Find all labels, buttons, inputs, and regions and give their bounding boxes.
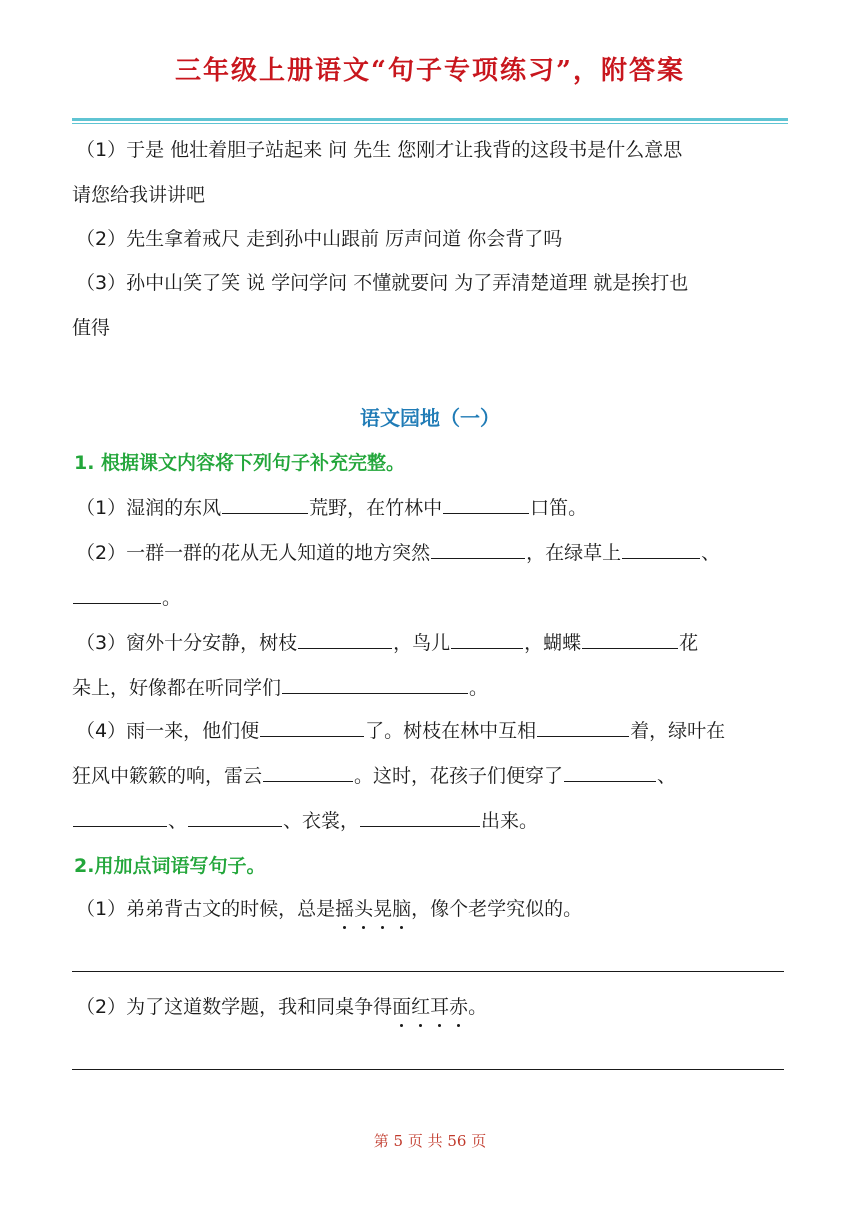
q1-sentence-4-cont2 — [72, 806, 792, 835]
q1-s3-text-e: 朵上，好像都在听同学们 — [72, 677, 282, 699]
fill-blank[interactable] — [564, 761, 656, 782]
answer-line-1[interactable] — [72, 971, 784, 972]
fill-blank[interactable] — [188, 806, 282, 827]
dotted-word-char: 头 — [354, 895, 373, 923]
prev-sentence-3-cont: 值得 — [72, 317, 111, 339]
prev-sentence-2: （2）先生拿着戒尺 走到孙中山跟前 厉声问道 你会背了吗 — [76, 228, 563, 250]
q1-s3-text-f: 。 — [469, 677, 489, 699]
fill-blank[interactable] — [360, 806, 480, 827]
q1-sentence-3-cont — [72, 673, 792, 702]
q2-s1-text-b: ，像个老学究似的。 — [411, 898, 583, 920]
q1-s4-text-g: 、 — [168, 810, 188, 832]
q1-sentence-4-cont — [72, 761, 792, 790]
fill-blank[interactable] — [537, 716, 629, 737]
fill-blank[interactable] — [451, 628, 523, 649]
q1-sentence-2 — [76, 538, 796, 567]
page-title: 三年级上册语文“句子专项练习”，附答案 — [175, 56, 685, 86]
fill-blank[interactable] — [282, 673, 468, 694]
q1-s4-text-h: 、衣裳， — [283, 810, 360, 832]
fill-blank[interactable] — [73, 806, 167, 827]
q2-sentence-1 — [76, 895, 796, 923]
q1-s4-text-f: 、 — [657, 765, 677, 787]
section-title: 语文园地（一） — [360, 406, 500, 430]
fill-blank[interactable] — [431, 538, 525, 559]
fill-blank[interactable] — [260, 716, 364, 737]
q1-s4-text-a: （4）雨一来，他们便 — [76, 720, 260, 742]
q1-s4-text-i: 出来。 — [481, 810, 539, 832]
page-footer: 第 5 页 共 56 页 — [373, 1132, 487, 1150]
dotted-word-char: 脑 — [392, 895, 411, 923]
fill-blank[interactable] — [263, 761, 353, 782]
q1-s2-text-d: 。 — [162, 587, 182, 609]
dotted-word-char: 摇 — [335, 895, 354, 923]
fill-blank[interactable] — [222, 493, 308, 514]
question-2-heading: 2.用加点词语写句子。 — [74, 855, 266, 877]
prev-sentence-1: （1）于是 他壮着胆子站起来 问 先生 您刚才让我背的这段书是什么意思 — [76, 139, 683, 161]
dotted-word-char: 红 — [411, 993, 430, 1021]
answer-line-2[interactable] — [72, 1069, 784, 1070]
q1-s3-text-b: ，鸟儿 — [393, 632, 451, 654]
q1-sentence-2-cont — [72, 583, 792, 612]
fill-blank[interactable] — [298, 628, 392, 649]
dotted-word-char: 晃 — [373, 895, 392, 923]
dotted-word-char: 面 — [392, 993, 411, 1021]
q1-sentence-1 — [76, 493, 796, 522]
fill-blank[interactable] — [443, 493, 529, 514]
q2-sentence-2 — [76, 993, 796, 1021]
q1-s2-text-a: （2）一群一群的花从无人知道的地方突然 — [76, 542, 431, 564]
q1-s4-text-e: 。这时，花孩子们便穿了 — [354, 765, 564, 787]
title-divider-thin — [72, 123, 788, 124]
q1-s2-text-b: ，在绿草上 — [526, 542, 622, 564]
q1-s4-text-b: 了。树枝在林中互相 — [365, 720, 537, 742]
q1-s1-text-c: 口笛。 — [530, 497, 588, 519]
title-divider — [72, 118, 788, 121]
q1-s3-text-d: 花 — [679, 632, 699, 654]
q1-sentence-4 — [76, 716, 796, 745]
q1-sentence-3 — [76, 628, 796, 657]
q1-s3-text-a: （3）窗外十分安静，树枝 — [76, 632, 298, 654]
fill-blank[interactable] — [582, 628, 678, 649]
q1-s3-text-c: ，蝴蝶 — [524, 632, 582, 654]
prev-sentence-3: （3）孙中山笑了笑 说 学问学问 不懂就要问 为了弄清楚道理 就是挨打也 — [76, 272, 689, 294]
prev-sentence-1-cont: 请您给我讲讲吧 — [72, 184, 206, 206]
q1-s4-text-c: 着，绿叶在 — [630, 720, 726, 742]
q2-s1-text-a: （1）弟弟背古文的时候，总是 — [76, 898, 336, 920]
dotted-word-char: 赤 — [449, 993, 468, 1021]
q1-s2-text-c: 、 — [701, 542, 721, 564]
q1-s1-text-a: （1）湿润的东风 — [76, 497, 222, 519]
q2-s2-text-a: （2）为了这道数学题，我和同桌争得 — [76, 996, 393, 1018]
q1-s1-text-b: 荒野，在竹林中 — [309, 497, 443, 519]
fill-blank[interactable] — [622, 538, 700, 559]
question-1-heading: 1. 根据课文内容将下列句子补充完整。 — [74, 452, 406, 474]
q1-s4-text-d: 狂风中簌簌的响，雷云 — [72, 765, 263, 787]
q2-s2-text-b: 。 — [468, 996, 488, 1018]
fill-blank[interactable] — [73, 583, 161, 604]
dotted-word-char: 耳 — [430, 993, 449, 1021]
